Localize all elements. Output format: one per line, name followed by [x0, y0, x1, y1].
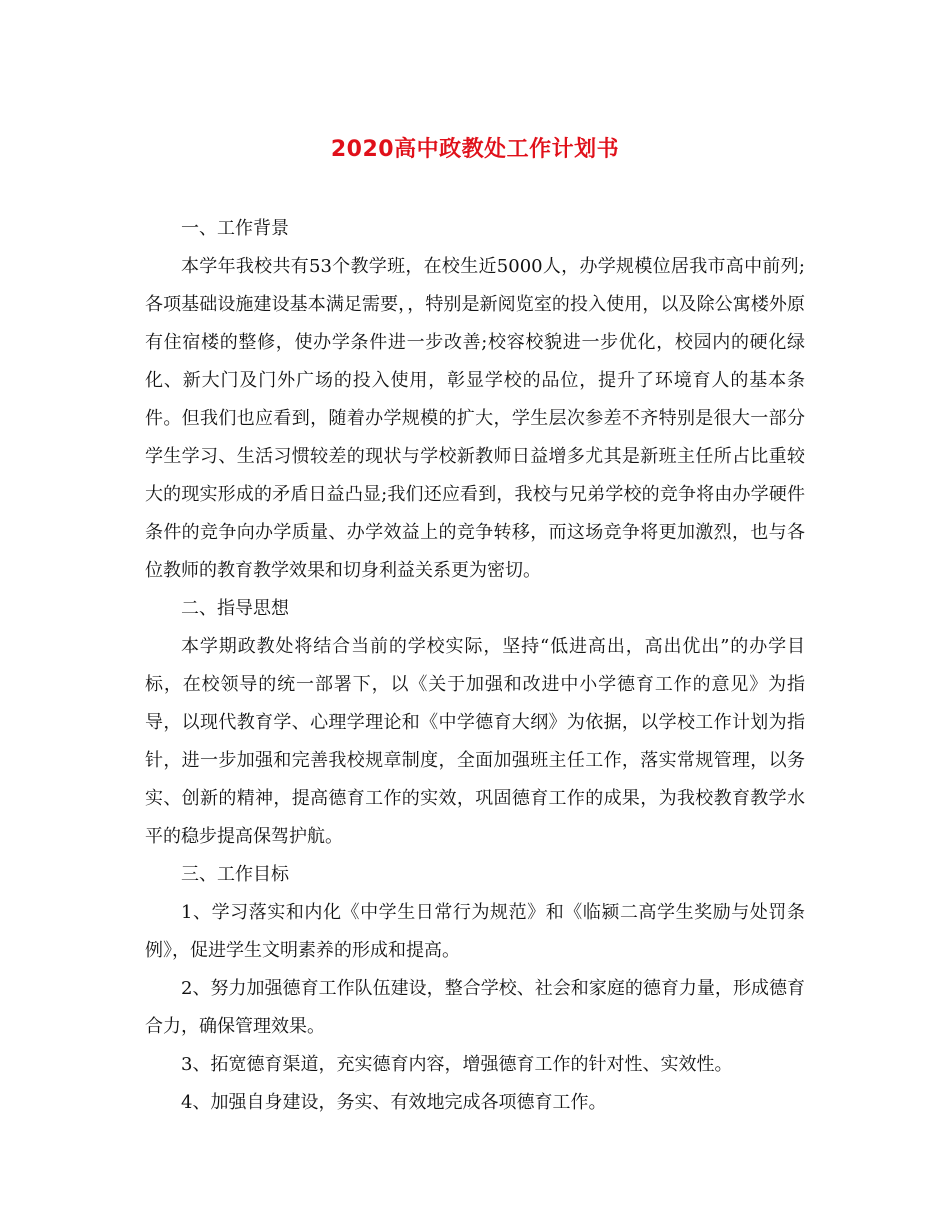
section-heading-guiding-ideology: 二、指导思想: [181, 598, 289, 619]
section-heading-background: 一、工作背景: [181, 218, 289, 239]
paragraph-background: 本学年我校共有53个教学班，在校生近5000人，办学规模位居我市高中前列;各项基础设施建设基本满足需要，，特别是新阅览室的投入使用，以及除公寓楼外原有住宿楼的整修，使办学条件进一步改善;校容校貌进一步优化，校园内的硬化绿化、新大门及门外广场的投入使用，彰显学校的品位，提升了环境育人的基本条件。但我们也应看到，随着办学规模的扩大，学生层次参差不齐特别是很大一部分学生学习、生活习惯较差的现状与学校新教师日益增多尤其是新班主任所占比重较大的现实形成的矛盾日益凸显;我们还应看到，我校与兄弟学校的竞争将由办学硬件条件的竞争向办学质量、办学效益上的竞争转移，而这场竞争将更加激烈，也与各位教师的教育教学效果和切身利益关系更为密切。: [145, 256, 805, 581]
goal-item-4: 4、加强自身建设，务实、有效地完成各项德育工作。: [181, 1092, 607, 1113]
goal-item-3: 3、拓宽德育渠道，充实德育内容，增强德育工作的针对性、实效性。: [181, 1054, 733, 1075]
document-body: [145, 210, 805, 1122]
goal-item-2: 2、努力加强德育工作队伍建设，整合学校、社会和家庭的德育力量，形成德育合力，确保管理效果。: [145, 978, 805, 1037]
goal-item-1: 1、学习落实和内化《中学生日常行为规范》和《临颍二高学生奖励与处罚条例》，促进学生文明素养的形成和提高。: [145, 902, 805, 961]
paragraph-guiding-ideology: 本学期政教处将结合当前的学校实际，坚持“低进高出，高出优出”的办学目标，在校领导的统一部署下，以《关于加强和改进中小学德育工作的意见》为指导，以现代教育学、心理学理论和《中学德育大纲》为依据，以学校工作计划为指针，进一步加强和完善我校规章制度，全面加强班主任工作，落实常规管理，以务实、创新的精神，提高德育工作的实效，巩固德育工作的成果，为我校教育教学水平的稳步提高保驾护航。: [145, 636, 805, 847]
section-heading-work-goals: 三、工作目标: [181, 864, 289, 885]
document-title: 2020高中政教处工作计划书: [330, 137, 620, 162]
